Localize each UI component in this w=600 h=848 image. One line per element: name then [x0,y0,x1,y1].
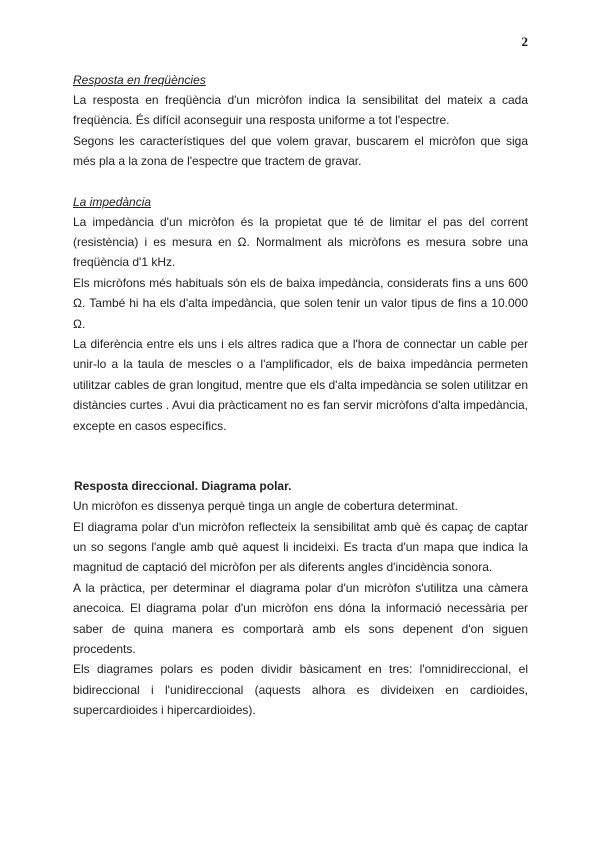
paragraph: Els diagrames polars es poden dividir bàsicament en tres: l'omnidireccional, el bidireccional i l'unidireccional (aquests alhora es divideixen en cardioides, supercardioides i hipercardioides). [73,662,528,718]
section-impedance [73,192,528,436]
paragraph: Un micròfon es dissenya perquè tinga un angle de cobertura determinat. [73,499,458,514]
section-heading: Resposta direccional. Diagrama polar. [74,479,292,494]
paragraph: La diferència entre els uns i els altres radica que a l'hora de connectar un cable per unir-lo a la taula de mescles o a l'amplificador, els de baixa impedància permeten utilitzar cables de gran longitud, mentre que els d'alta impedància se solen utilitzar en distàncies curtes . Avui dia pràcticament no es fan servir micròfons d'alta impedància, excepte en casos específics. [73,337,528,433]
paragraph: El diagrama polar d'un micròfon reflecteix la sensibilitat amb què és capaç de captar un so segons l'angle amb què aquest li incideixi. Es tracta d'un mapa que indica la magnitud de captació del micròfon per als diferents angles d'incidència sonora. [73,519,528,575]
section-heading: Resposta en freqüències [73,73,206,87]
paragraph: Segons les característiques del que volem gravar, buscarem el micròfon que siga més pla a la zona de l'espectre que tractem de gravar. [73,133,528,169]
page-number: 2 [521,34,528,49]
paragraph: La impedància d'un micròfon és la propietat que té de limitar el pas del corrent (resistència) i es mesura en Ω. Normalment als micròfons es mesura sobre una freqüència d'1 kHz. [73,214,528,270]
paragraph: Els micròfons més habituals són els de baixa impedància, considerats fins a uns 600 Ω. També hi ha els d'alta impedància, que solen tenir un valor tipus de fins a 10.000 Ω. [73,275,528,331]
section-heading: La impedància [73,194,152,209]
paragraph: La resposta en freqüència d'un micròfon indica la sensibilitat del mateix a cada freqüència. És difícil aconseguir una resposta uniforme a tot l'espectre. [73,93,528,128]
document-body [73,70,528,721]
paragraph: A la pràctica, per determinar el diagrama polar d'un micròfon s'utilitza una càmera anecoica. El diagrama polar d'un micròfon ens dóna la informació necessària per saber de quina manera es comportarà amb els sons depenent d'on siguen procedents. [73,580,528,656]
section-frequency-response [73,70,528,172]
section-directional-response [73,476,528,720]
